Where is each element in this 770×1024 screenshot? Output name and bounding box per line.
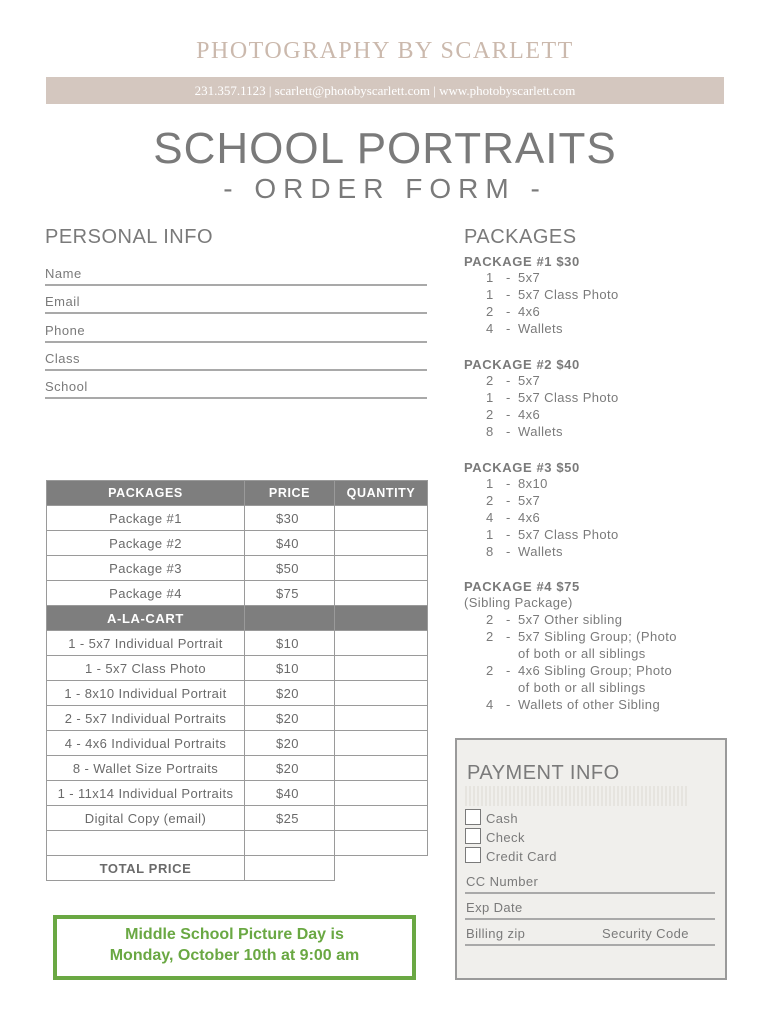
item-qty: 8	[486, 424, 494, 439]
quantity-cell[interactable]	[335, 681, 428, 706]
item-price: $25	[245, 806, 335, 831]
item-desc: 8x10	[518, 476, 548, 491]
item-label: 1 - 5x7 Class Photo	[47, 656, 245, 681]
item-qty: 2	[486, 407, 494, 422]
quantity-cell[interactable]	[335, 706, 428, 731]
credit-card-label: Credit Card	[486, 849, 557, 864]
item-desc: 5x7 Class Photo	[518, 527, 619, 542]
alacart-heading-row	[47, 606, 428, 631]
table-row	[47, 681, 428, 706]
notice-line-2: Monday, October 10th at 9:00 am	[109, 947, 360, 964]
package-title: PACKAGE #1 $30	[464, 254, 580, 269]
item-qty: 2	[486, 493, 494, 508]
cc-number-label: CC Number	[466, 874, 539, 889]
item-desc: 5x7	[518, 493, 541, 508]
payment-divider	[465, 786, 689, 806]
item-desc: 4x6	[518, 510, 541, 525]
brand-name: PHOTOGRAPHY BY SCARLETT	[196, 38, 574, 64]
school-field[interactable]	[45, 381, 427, 399]
quantity-cell[interactable]	[335, 731, 428, 756]
security-code-label: Security Code	[602, 926, 689, 941]
item-label: 1 - 5x7 Individual Portrait	[47, 631, 245, 656]
total-row	[47, 856, 428, 881]
item-qty: 1	[486, 390, 494, 405]
package-item: 1 - 5x7 Class Photo	[486, 527, 619, 542]
order-table	[46, 480, 428, 881]
quantity-cell[interactable]	[335, 556, 428, 581]
item-qty: 2	[486, 663, 494, 678]
exp-date-label: Exp Date	[466, 900, 523, 915]
item-label: Package #4	[47, 581, 245, 606]
quantity-cell[interactable]	[335, 656, 428, 681]
item-qty: 4	[486, 510, 494, 525]
item-price: $50	[245, 556, 335, 581]
notice-line-1: Middle School Picture Day is	[125, 926, 344, 943]
alacart-heading: A-LA-CART	[47, 606, 245, 631]
item-price: $10	[245, 631, 335, 656]
school-label: School	[45, 379, 88, 394]
picture-day-notice	[53, 915, 416, 980]
table-row	[47, 781, 428, 806]
total-label: TOTAL PRICE	[47, 856, 245, 881]
item-label: 2 - 5x7 Individual Portraits	[47, 706, 245, 731]
item-qty: 2	[486, 629, 494, 644]
total-blank	[335, 856, 428, 881]
item-price: $40	[245, 531, 335, 556]
cash-label: Cash	[486, 811, 518, 826]
item-label: Package #2	[47, 531, 245, 556]
email-field[interactable]	[45, 296, 427, 314]
page-title: SCHOOL PORTRAITS	[153, 124, 617, 173]
email-label: Email	[45, 294, 81, 309]
alacart-heading-blank	[245, 606, 335, 631]
item-price: $20	[245, 756, 335, 781]
item-qty: 2	[486, 304, 494, 319]
item-qty: 2	[486, 373, 494, 388]
item-price: $20	[245, 731, 335, 756]
cc-number-field[interactable]	[465, 875, 715, 894]
package-item: 8 - Wallets	[486, 424, 563, 439]
packages-heading: PACKAGES	[464, 226, 577, 248]
item-desc: 5x7	[518, 373, 541, 388]
phone-field[interactable]	[45, 325, 427, 343]
exp-date-field[interactable]	[465, 901, 715, 920]
item-qty: 8	[486, 544, 494, 559]
billing-zip-field[interactable]	[465, 927, 715, 946]
page-subtitle: - ORDER FORM -	[223, 173, 547, 204]
item-label: Package #3	[47, 556, 245, 581]
contact-bar: 231.357.1123 | scarlett@photobyscarlett.com | www.photobyscarlett.com	[46, 77, 724, 104]
table-row	[47, 756, 428, 781]
item-price: $20	[245, 706, 335, 731]
check-label: Check	[486, 830, 525, 845]
class-field[interactable]	[45, 353, 427, 371]
package-3	[464, 460, 619, 560]
package-title: PACKAGE #3 $50	[464, 460, 580, 475]
package-item-continued: of both or all siblings	[518, 646, 646, 661]
credit-card-checkbox[interactable]	[465, 847, 481, 863]
package-item: 4 - Wallets	[486, 321, 563, 336]
check-checkbox[interactable]	[465, 828, 481, 844]
table-row	[47, 731, 428, 756]
package-item: 8 - Wallets	[486, 544, 563, 559]
item-qty: 1	[486, 287, 494, 302]
item-price: $30	[245, 506, 335, 531]
table-row	[47, 581, 428, 606]
package-2	[464, 357, 619, 440]
item-desc: 5x7	[518, 270, 541, 285]
package-item-continued: of both or all siblings	[518, 680, 646, 695]
package-title: PACKAGE #4 $75	[464, 579, 580, 594]
table-header-row	[47, 481, 428, 506]
quantity-cell[interactable]	[335, 506, 428, 531]
quantity-cell[interactable]	[335, 781, 428, 806]
item-qty: 4	[486, 697, 494, 712]
credit-card-option[interactable]	[465, 847, 557, 864]
package-item: 2 - 5x7	[486, 493, 541, 508]
package-item: 1 - 5x7 Class Photo	[486, 390, 619, 405]
item-desc: 4x6 Sibling Group; Photo	[518, 663, 673, 678]
name-label: Name	[45, 266, 82, 281]
item-label: 8 - Wallet Size Portraits	[47, 756, 245, 781]
table-row	[47, 531, 428, 556]
cash-option[interactable]	[465, 809, 518, 826]
blank-cell[interactable]	[335, 831, 428, 856]
item-qty: 1	[486, 476, 494, 491]
package-item: 2 - 5x7	[486, 373, 541, 388]
package-item: 2 - 5x7 Other sibling	[486, 612, 623, 627]
item-qty: 1	[486, 527, 494, 542]
item-label: Package #1	[47, 506, 245, 531]
table-row	[47, 706, 428, 731]
item-label: 4 - 4x6 Individual Portraits	[47, 731, 245, 756]
phone-label: Phone	[45, 323, 86, 338]
item-price: $40	[245, 781, 335, 806]
item-desc: Wallets	[518, 424, 563, 439]
item-label: 1 - 8x10 Individual Portrait	[47, 681, 245, 706]
class-label: Class	[45, 351, 81, 366]
item-desc: Wallets	[518, 321, 563, 336]
item-desc: Wallets of other Sibling	[518, 697, 661, 712]
package-item: 1 - 8x10	[486, 476, 548, 491]
package-item: 1 - 5x7	[486, 270, 541, 285]
cash-checkbox[interactable]	[465, 809, 481, 825]
item-desc: 5x7 Sibling Group; (Photo	[518, 629, 677, 644]
table-row	[47, 506, 428, 531]
item-qty: 4	[486, 321, 494, 336]
item-desc: 4x6	[518, 407, 541, 422]
package-item: 2 - 5x7 Sibling Group; (Photo	[486, 629, 677, 644]
personal-info-heading: PERSONAL INFO	[45, 226, 214, 248]
package-1	[464, 254, 619, 337]
item-desc: 5x7 Other sibling	[518, 612, 623, 627]
package-item: 2 - 4x6	[486, 304, 541, 319]
item-price: $10	[245, 656, 335, 681]
item-qty: 1	[486, 270, 494, 285]
item-qty: 2	[486, 612, 494, 627]
package-item: 4 - Wallets of other Sibling	[486, 697, 661, 712]
quantity-cell[interactable]	[335, 631, 428, 656]
item-label: 1 - 11x14 Individual Portraits	[47, 781, 245, 806]
name-field[interactable]	[45, 268, 427, 286]
package-item: 2 - 4x6	[486, 407, 541, 422]
item-price: $20	[245, 681, 335, 706]
check-option[interactable]	[465, 828, 525, 845]
table-row	[47, 656, 428, 681]
total-price-cell[interactable]	[245, 856, 335, 881]
alacart-heading-blank	[335, 606, 428, 631]
table-row	[47, 556, 428, 581]
quantity-column-header: QUANTITY	[335, 481, 428, 506]
package-note: (Sibling Package)	[464, 595, 573, 610]
package-4	[464, 579, 677, 713]
blank-cell[interactable]	[245, 831, 335, 856]
package-title: PACKAGE #2 $40	[464, 357, 580, 372]
item-label: Digital Copy (email)	[47, 806, 245, 831]
blank-row	[47, 831, 428, 856]
quantity-cell[interactable]	[335, 531, 428, 556]
quantity-cell[interactable]	[335, 806, 428, 831]
item-desc: Wallets	[518, 544, 563, 559]
item-desc: 5x7 Class Photo	[518, 287, 619, 302]
package-item: 1 - 5x7 Class Photo	[486, 287, 619, 302]
item-desc: 4x6	[518, 304, 541, 319]
blank-cell[interactable]	[47, 831, 245, 856]
item-price: $75	[245, 581, 335, 606]
payment-info-heading: PAYMENT INFO	[467, 762, 620, 784]
price-column-header: PRICE	[245, 481, 335, 506]
packages-column-header: PACKAGES	[47, 481, 245, 506]
item-desc: 5x7 Class Photo	[518, 390, 619, 405]
table-row	[47, 631, 428, 656]
package-item: 4 - 4x6	[486, 510, 541, 525]
quantity-cell[interactable]	[335, 581, 428, 606]
quantity-cell[interactable]	[335, 756, 428, 781]
billing-zip-label: Billing zip	[466, 926, 526, 941]
table-row	[47, 806, 428, 831]
package-item: 2 - 4x6 Sibling Group; Photo	[486, 663, 673, 678]
